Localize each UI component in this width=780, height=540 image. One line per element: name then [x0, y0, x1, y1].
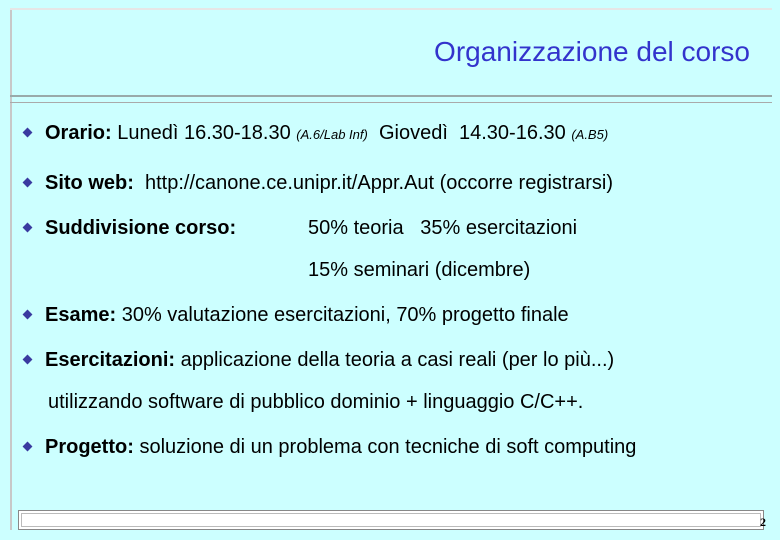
orario-thursday: Giovedì 14.30-16.30: [367, 122, 572, 144]
list-item-suddivisione: [24, 216, 236, 240]
diamond-bullet-icon: [23, 223, 33, 233]
suddivisione-label: Suddivisione corso:: [45, 217, 237, 239]
esame-label: Esame:: [45, 304, 117, 326]
progetto-label: Progetto:: [45, 436, 134, 458]
list-item-progetto: [24, 435, 636, 459]
orario-monday: Lunedì 16.30-18.30: [111, 122, 297, 144]
esercitazioni-label: Esercitazioni:: [45, 349, 176, 371]
list-item-orario: [24, 121, 608, 147]
frame-top-border: [10, 8, 772, 10]
list-item-esame: [24, 303, 569, 327]
title-divider-secondary: [10, 102, 772, 103]
suddivisione-cont: 15% seminari (dicembre): [308, 259, 531, 281]
diamond-bullet-icon: [23, 442, 33, 452]
sito-web-url[interactable]: http://canone.ce.unipr.it/Appr.Aut (occorre registrarsi): [133, 172, 614, 194]
diamond-bullet-icon: [23, 310, 33, 320]
slide-title: Organizzazione del corso: [434, 36, 750, 67]
sito-web-label: Sito web:: [45, 172, 134, 194]
diamond-bullet-icon: [23, 178, 33, 188]
esercitazioni-cont: utilizzando software di pubblico dominio + linguaggio C/C++.: [48, 391, 584, 413]
diamond-bullet-icon: [23, 128, 33, 138]
orario-thursday-room: (A.B5): [571, 127, 609, 142]
progetto-text: soluzione di un problema con tecniche di soft computing: [133, 436, 637, 458]
title-divider: [10, 95, 772, 97]
footer-bar-inner: [21, 513, 761, 527]
esercitazioni-text: applicazione della teoria a casi reali (per lo più...): [175, 349, 615, 371]
esame-text: 30% valutazione esercitazioni, 70% progetto finale: [116, 304, 569, 326]
page-number: 2: [760, 515, 766, 529]
footer-bar: [18, 510, 764, 530]
orario-monday-room: (A.6/Lab Inf): [296, 127, 368, 142]
list-item-esercitazioni: [24, 348, 614, 372]
orario-label: Orario:: [45, 122, 112, 144]
suddivisione-text: 50% teoria 35% esercitazioni: [308, 217, 578, 239]
diamond-bullet-icon: [23, 355, 33, 365]
list-item-sito-web: [24, 171, 613, 195]
frame-left-border: [10, 8, 12, 530]
